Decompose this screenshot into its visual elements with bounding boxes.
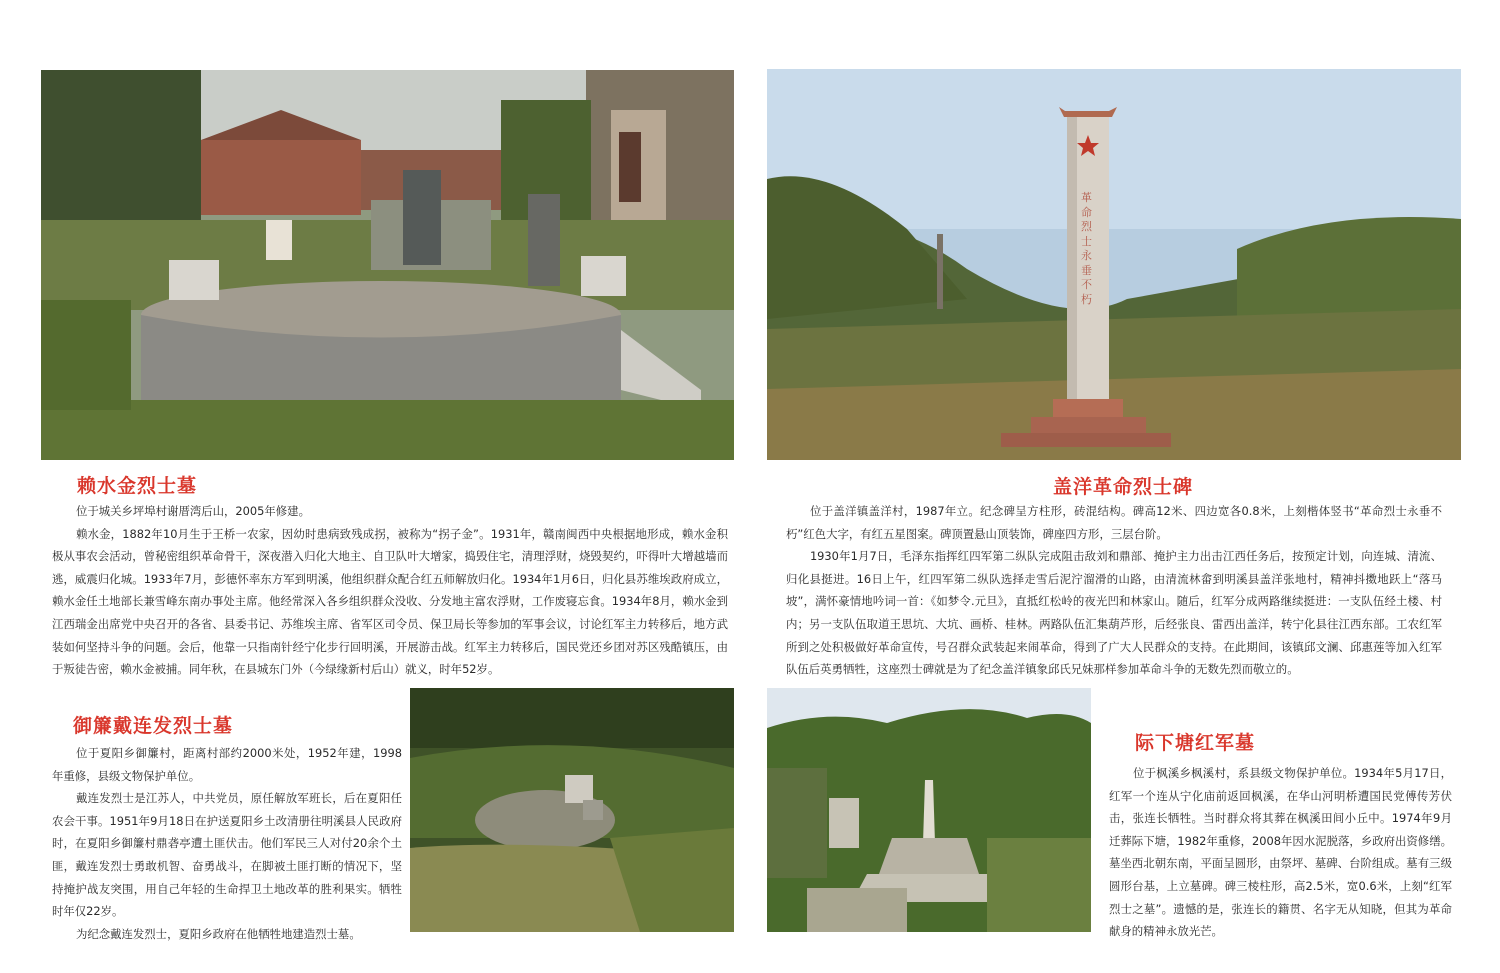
photo-dai-lianfa-tomb [410,688,734,932]
paragraph: 赖水金，1882年10月生于王桥一农家，因幼时患病致残成拐，被称为“拐子金”。1931年，赣南闽西中央根据地形成，赖水金积极从事农会活动，曾秘密组织革命骨干，深夜潜入归化大地主、自卫队叶大增家，捣毁住宅，清理浮财，烧毁契约，吓得叶大增越墙而逃，威震归化城。1933年7月，彭德怀率东方军到明溪，他组织群众配合红五师解放归化。1934年1月6日，归化县苏维埃政府成立，赖水金任土地部长兼雪峰东南办事处主席。他经常深入各乡组织群众没收、分发地主富农浮财，工作废寝忘食。1934年8月，赖水金到江西瑞金出席党中央召开的各省、县委书记、苏维埃主席、省军区司令员、保卫局长等参加的军事会议，讨论红军主力转移后，地方武装如何坚持斗争的问题。会后，他靠一只指南针经宁化步行回明溪，开展游击战。红军主力转移后，国民党还乡团对苏区残酷镇压，由于叛徒告密，赖水金被捕。同年秋，在县城东门外（今绿缘新村后山）就义，时年52岁。 [52,526,728,677]
title-lai-shuijin: 赖水金烈士墓 [77,475,198,497]
text-jixiatang [1109,762,1452,942]
paragraph: 为纪念戴连发烈士，夏阳乡政府在他牺牲地建造烈士墓。 [75,926,361,941]
monument-inscription: 革命烈士永垂不朽 [1081,191,1092,306]
text-dai-lianfa [52,742,402,942]
paragraph: 位于枫溪乡枫溪村，系县级文物保护单位。1934年5月17日，红军一个连从宁化庙前返回枫溪，在华山河明桥遭国民党傅传芳伏击，张连长牺牲。当时群众将其葬在枫溪田间小丘中。1974年9月迁葬际下塘，1982年重修，2008年因水泥脱落，乡政府出资修缮。墓坐西北朝东南，平面呈圆形，由祭坪、墓碑、台阶组成。墓有三级圆形台基，上立墓碑。碑三棱柱形，高2.5米，宽0.6米，上刻“红军烈士之墓”。遗憾的是，张连长的籍贯、名字无从知晓，但其为革命献身的精神永放光芒。 [1109,766,1452,939]
paragraph: 位于城关乡坪埠村谢厝湾后山，2005年修建。 [75,504,310,518]
text-gaiyang [786,500,1442,676]
photo-gaiyang-monument [767,69,1461,460]
paragraph: 位于盖洋镇盖洋村，1987年立。纪念碑呈方柱形，砖混结构。碑高12米、四边宽各0.8米，上刻楷体竖书“革命烈士永垂不朽”红色大字，有红五星图案。碑顶置悬山顶装饰，碑座四方形，三层台阶。 [786,504,1442,541]
photo-lai-shuijin-tomb [41,70,734,460]
title-jixiatang: 际下塘红军墓 [1135,732,1256,754]
paragraph: 戴连发烈士是江苏人，中共党员，原任解放军班长，后在夏阳任农会干事。1951年9月18日在护送夏阳乡土改清册往明溪县人民政府时，在夏阳乡御簾村鼎砻亭遭土匪伏击。他们军民三人对付20余个土匪，戴连发烈士勇敢机智、奋勇战斗，在脚被土匪打断的情况下，坚持掩护战友突围，用自己年轻的生命捍卫土地改革的胜利果实。牺牲时年仅22岁。 [52,791,402,919]
title-gaiyang: 盖洋革命烈士碑 [1053,476,1194,498]
paragraph: 1930年1月7日，毛泽东指挥红四军第二纵队完成阻击敌刘和鼎部、掩护主力出击江西任务后，按预定计划，向连城、清流、归化县挺进。16日上午，红四军第二纵队选择走雪后泥泞溜滑的山路，由清流林畲到明溪县盖洋张地村，精神抖擞地跃上“落马坡”，满怀豪情地吟词一首：《如梦令.元旦》，直抵红松岭的夜光凹和林家山。随后，红军分成两路继续挺进：一支队伍经土楼、村内；另一支队伍取道王思坑、大坑、画桥、桂林。两路队伍汇集葫芦形，后经张良、雷西出盖洋，转宁化县往江西东部。工农红军所到之处积极做好革命宣传，号召群众武装起来闹革命，得到了广大人民群众的支持。在此期间，该镇邱文澜、邱惠莲等加入红军队伍后英勇牺牲，这座烈士碑就是为了纪念盖洋镇象邱氏兄妹那样参加革命斗争的无数先烈而敬立的。 [786,549,1442,677]
title-dai-lianfa: 御簾戴连发烈士墓 [73,715,234,737]
paragraph: 位于夏阳乡御簾村，距离村部约2000米处，1952年建，1998年重修，县级文物保护单位。 [52,746,402,783]
photo-jixiatang-tomb [767,688,1091,932]
text-lai-shuijin [52,500,728,696]
